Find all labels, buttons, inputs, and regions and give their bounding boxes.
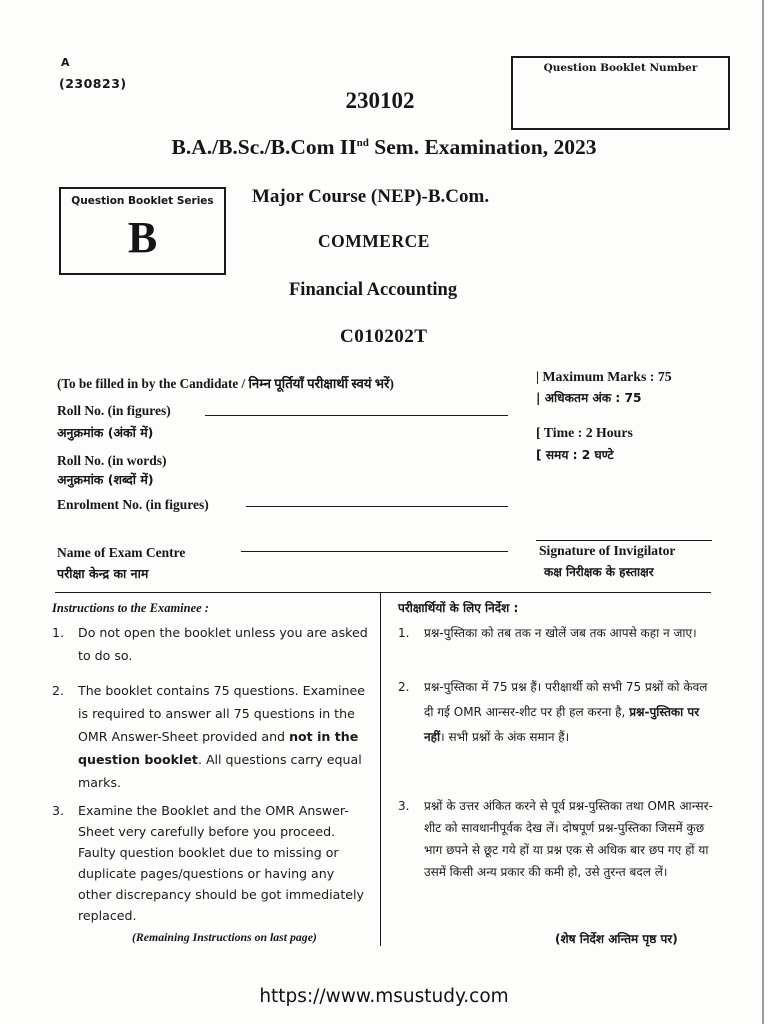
- roll-figures-line[interactable]: [205, 415, 508, 416]
- max-marks-en: | Maximum Marks : 75: [536, 369, 672, 384]
- series-box: [59, 187, 226, 275]
- instruction-en-3-text: Examine the Booklet and the OMR Answer-Sheet very carefully before you proceed. Faulty question booklet due to missing or duplicate pages/questions or having any other discrepancy should be got immediately replaced.: [78, 803, 364, 923]
- series-value: B: [127, 213, 158, 262]
- instruction-hi-2-num: 2.: [398, 680, 410, 694]
- candidate-fill-note: (To be filled in by the Candidate / निम्न पूर्तियाँ परीक्षार्थी स्वयं भरें): [57, 376, 394, 391]
- exam-title-pre: B.A./B.Sc./B.Com II: [171, 135, 357, 159]
- roll-words-label-hi: अनुक्रमांक (शब्दों में): [57, 472, 154, 487]
- roll-figures-label-en: Roll No. (in figures): [57, 403, 171, 418]
- instruction-hi-2-text: [424, 675, 716, 750]
- paper-code: C010202T: [340, 326, 428, 347]
- invigilator-label-hi: कक्ष निरीक्षक के हस्ताक्षर: [544, 565, 654, 579]
- instruction-hi-3-text: प्रश्नों के उत्तर अंकित करने से पूर्व प्रश्न-पुस्तिका तथा OMR आन्सर-शीट को सावधानीपूर्वक देख लें। दोषपूर्ण प्रश्न-पुस्तिका जिसमें कुछ भाग छपने से छूट गये हों या प्रश्न एक से अधिक बार छप गए हों या उसमें किसी अन्य प्रकार की कमी हो, उसे तुरन्त बदल लें।: [424, 799, 713, 879]
- instructions-footer-en: (Remaining Instructions on last page): [132, 930, 317, 944]
- instruction-en-1-num: 1.: [52, 625, 65, 640]
- paper-code-number: (230823): [59, 76, 127, 91]
- booklet-number-box: [511, 56, 730, 130]
- instructions-top-rule: [55, 592, 711, 593]
- instruction-en-2-text: [78, 679, 370, 794]
- watermark-url: https://www.msustudy.com: [259, 986, 509, 1007]
- roll-words-label-en: Roll No. (in words): [57, 453, 167, 468]
- series-label: Question Booklet Series: [71, 195, 214, 207]
- time-en: [ Time : 2 Hours: [536, 425, 633, 440]
- invigilator-signature-line[interactable]: [536, 540, 712, 541]
- exam-title-sup: nd: [356, 136, 369, 149]
- enrolment-line[interactable]: [246, 506, 508, 507]
- exam-centre-label-hi: परीक्षा केन्द्र का नाम: [57, 566, 149, 581]
- instruction-hi-3-num: 3.: [398, 799, 410, 813]
- instruction-en-3-num: 3.: [52, 803, 65, 818]
- instruction-en-2-bold: not in the question booklet: [78, 729, 359, 767]
- instruction-hi-2-after: । सभी प्रश्नों के अंक समान हैं।: [440, 730, 570, 744]
- exam-title: [0, 135, 768, 160]
- paper-number: 230102: [345, 88, 415, 113]
- paper-title: Financial Accounting: [289, 280, 458, 300]
- instruction-hi-2-bold: प्रश्न-पुस्तिका पर नहीं: [424, 705, 700, 744]
- instruction-en-2-after: . All questions carry equal marks.: [78, 752, 362, 790]
- enrolment-label: Enrolment No. (in figures): [57, 497, 209, 512]
- exam-title-post: Sem. Examination, 2023: [368, 135, 597, 159]
- max-marks-hi: | अधिकतम अंक : 75: [536, 391, 642, 405]
- course-name: Major Course (NEP)-B.Com.: [252, 186, 490, 207]
- instruction-hi-1-num: 1.: [398, 626, 410, 640]
- invigilator-label-en: Signature of Invigilator: [539, 543, 676, 558]
- roll-figures-label-hi: अनुक्रमांक (अंकों में): [57, 425, 154, 440]
- exam-centre-line[interactable]: [241, 551, 508, 552]
- instruction-en-2-num: 2.: [52, 683, 65, 698]
- instruction-hi-1-text: प्रश्न-पुस्तिका को तब तक न खोलें जब तक आपसे कहा न जाए।: [424, 626, 697, 640]
- exam-centre-label-en: Name of Exam Centre: [57, 545, 186, 560]
- instructions-heading-hi: परीक्षार्थियों के लिए निर्देश :: [398, 601, 519, 615]
- booklet-number-label: Question Booklet Number: [543, 62, 698, 74]
- instruction-en-2-before: The booklet contains 75 questions. Examinee is required to answer all 75 questions in the OMR Answer-Sheet provided and: [78, 683, 365, 744]
- instructions-column-divider: [380, 592, 381, 946]
- instruction-hi-2-before: प्रश्न-पुस्तिका में 75 प्रश्न हैं। परीक्षार्थी को सभी 75 प्रश्नों को केवल दी गई OMR आन्सर-शीट पर ही हल करना है,: [424, 680, 708, 719]
- subject-name: COMMERCE: [318, 231, 430, 251]
- instructions-heading-en: Instructions to the Examinee :: [52, 601, 209, 615]
- instruction-en-1-text: Do not open the booklet unless you are asked to do so.: [78, 625, 368, 663]
- time-hi: [ समय : 2 घण्टे: [536, 448, 614, 462]
- paper-code-left: A: [61, 56, 70, 69]
- instructions-footer-hi: (शेष निर्देश अन्तिम पृष्ठ पर): [555, 932, 678, 946]
